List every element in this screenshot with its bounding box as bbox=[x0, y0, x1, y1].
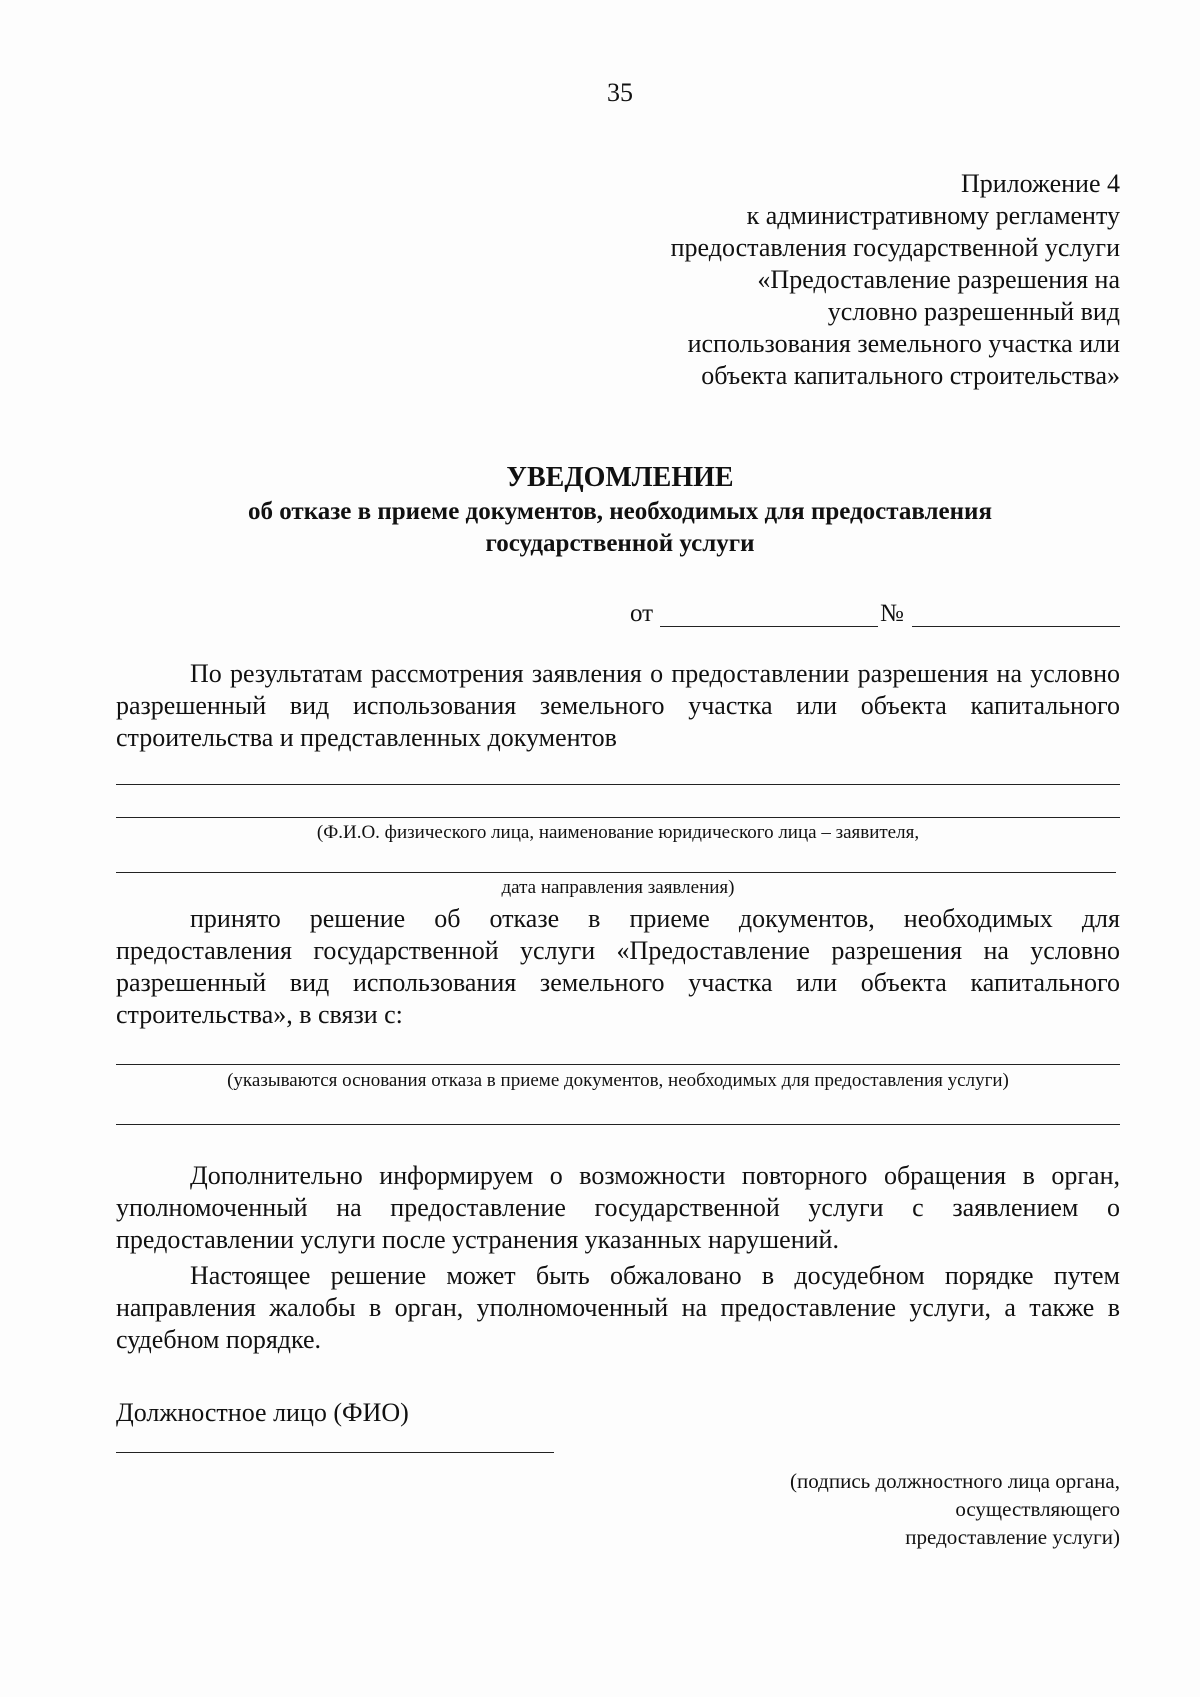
number-blank-line bbox=[912, 626, 1120, 627]
intro-paragraph bbox=[116, 658, 1120, 754]
date-label: от bbox=[630, 600, 654, 627]
appeal-paragraph-text: Настоящее решение может быть обжаловано в досудебном порядке путем направления жалобы в орган, уполномоченный на предоставление услуги, а также в судебном порядке. bbox=[116, 1261, 1120, 1354]
applicant-blank-line bbox=[116, 784, 1120, 785]
info-paragraph bbox=[116, 1160, 1120, 1256]
official-label: Должностное лицо (ФИО) bbox=[116, 1398, 409, 1427]
appendix-line: использования земельного участка или bbox=[687, 329, 1120, 358]
grounds-caption: (указываются основания отказа в приеме документов, необходимых для предоставления услуги) bbox=[227, 1070, 1009, 1091]
date-blank-line bbox=[660, 626, 878, 627]
signature-caption-line: предоставление услуги) bbox=[905, 1525, 1120, 1549]
intro-paragraph-text: По результатам рассмотрения заявления о предоставлении разрешения на условно разрешенный вид использования земельного участка или объекта капитального строительства и представленных документов bbox=[116, 659, 1120, 752]
date-sent-blank-line bbox=[116, 872, 1116, 873]
appendix-line: предоставления государственной услуги bbox=[670, 233, 1120, 262]
number-label: № bbox=[880, 600, 904, 627]
decision-paragraph-text: принято решение об отказе в приеме документов, необходимых для предоставления государственной услуги «Предоставление разрешения на условно разрешенный вид использования земельного участка или объекта капитального строительства», в связи с: bbox=[116, 904, 1120, 1029]
appendix-line: «Предоставление разрешения на bbox=[757, 265, 1120, 294]
appendix-line: условно разрешенный вид bbox=[827, 297, 1120, 326]
applicant-caption: (Ф.И.О. физического лица, наименование юридического лица – заявителя, bbox=[316, 822, 920, 843]
page-number: 35 bbox=[607, 78, 633, 107]
grounds-blank-line bbox=[116, 1064, 1120, 1065]
date-sent-caption: дата направления заявления) bbox=[501, 877, 735, 898]
signature-blank-line bbox=[116, 1452, 554, 1453]
signature-caption bbox=[790, 1467, 1120, 1551]
signature-caption-line: (подпись должностного лица органа, bbox=[790, 1469, 1120, 1493]
applicant-blank-line bbox=[116, 817, 1120, 818]
signature-caption-line: осуществляющего bbox=[955, 1497, 1120, 1521]
document-title: УВЕДОМЛЕНИЕ bbox=[506, 462, 734, 493]
appendix-line: объекта капитального строительства» bbox=[701, 361, 1120, 390]
appendix-header bbox=[671, 168, 1120, 392]
info-paragraph-text: Дополнительно информируем о возможности повторного обращения в орган, уполномоченный на предоставление государственной услуги с заявлением о предоставлении услуги после устранения указанных нарушений. bbox=[116, 1161, 1120, 1254]
grounds-blank-line bbox=[116, 1124, 1120, 1125]
document-subtitle: об отказе в приеме документов, необходимых для предоставления государственной услуги bbox=[248, 498, 992, 557]
appeal-paragraph bbox=[116, 1260, 1120, 1356]
appendix-line: к административному регламенту bbox=[746, 201, 1120, 230]
appendix-line: Приложение 4 bbox=[960, 169, 1120, 198]
decision-paragraph bbox=[116, 903, 1120, 1031]
